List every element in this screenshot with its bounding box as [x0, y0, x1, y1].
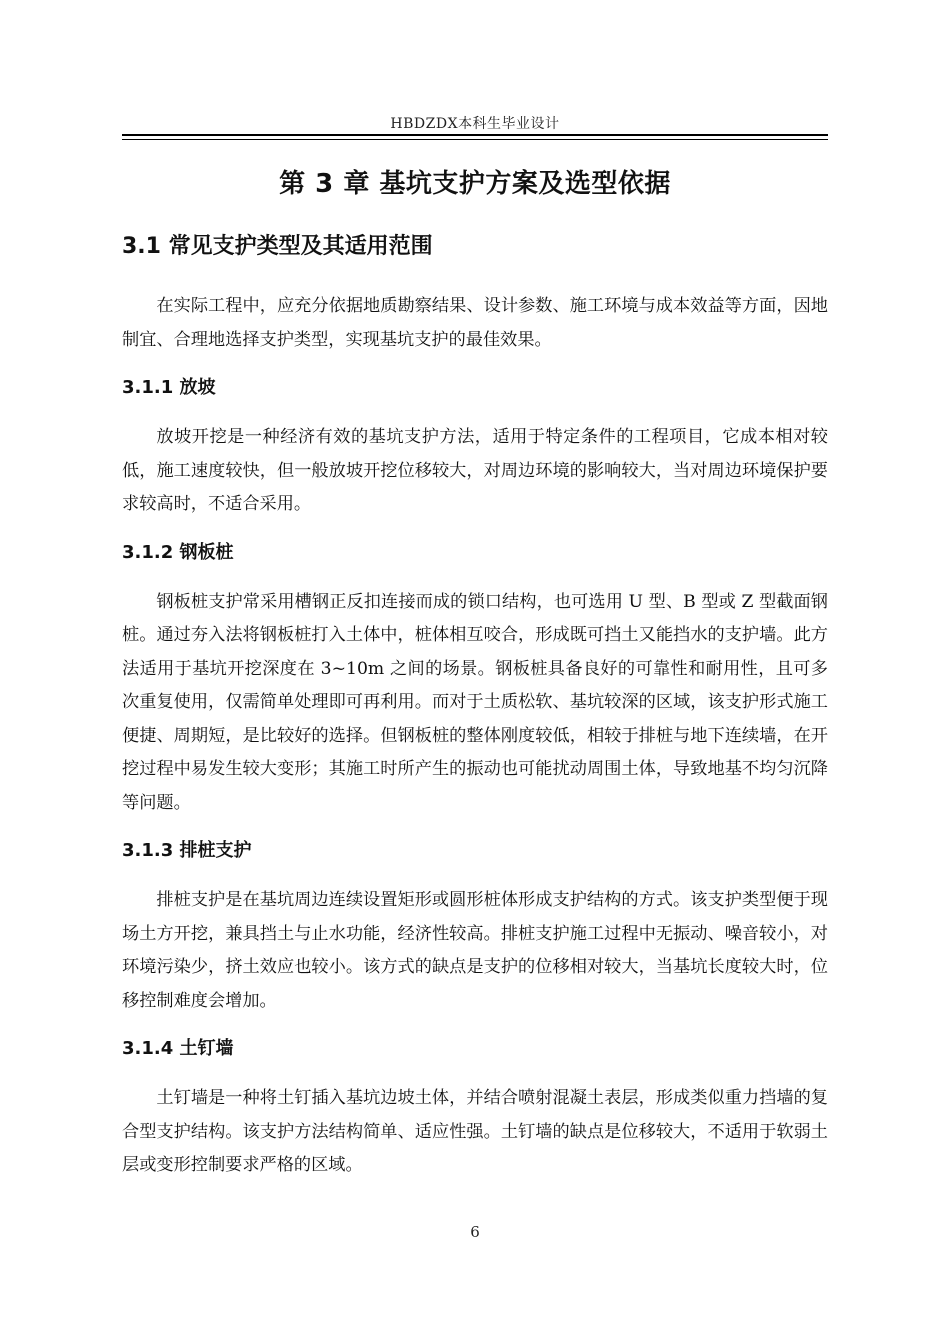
page-number: 6: [470, 1223, 480, 1241]
header-rule: [122, 134, 828, 136]
subsection-paragraph-steel-sheet-pile: 钢板桩支护常采用槽钢正反扣连接而成的锁口结构，也可选用 U 型、B 型或 Z 型截面钢桩。通过夯入法将钢板桩打入土体中，桩体相互咬合，形成既可挡土又能挡水的支护墙。此方法适用于基坑开挖深度在 3~10m 之间的场景。钢板桩具备良好的可靠性和耐用性，且可多次重复使用，仅需简单处理即可再利用。而对于土质松软、基坑较深的区域，该支护形式施工便捷、周期短，是比较好的选择。但钢板桩的整体刚度较低，相较于排桩与地下连续墙，在开挖过程中易发生较大变形；其施工时所产生的振动也可能扰动周围土体，导致地基不均匀沉降等问题。: [122, 591, 828, 813]
subsection-paragraph-row-pile: 排桩支护是在基坑周边连续设置矩形或圆形桩体形成支护结构的方式。该支护类型便于现场土方开挖，兼具挡土与止水功能，经济性较高。排桩支护施工过程中无振动、噪音较小，对环境污染少，挤土效应也较小。该方式的缺点是支护的位移相对较大，当基坑长度较大时，位移控制难度会增加。: [122, 890, 828, 1011]
subsection-title-soil-nail-wall: 3.1.4 土钉墙: [122, 1038, 234, 1059]
subsection-title-steel-sheet-pile: 3.1.2 钢板桩: [122, 541, 234, 563]
subsection-paragraph-soil-nail-wall: 土钉墙是一种将土钉插入基坑边坡土体，并结合喷射混凝土表层，形成类似重力挡墙的复合型支护结构。该支护方法结构简单、适应性强。土钉墙的缺点是位移较大，不适用于软弱土层或变形控制要求严格的区域。: [122, 1088, 828, 1175]
section-intro-paragraph: 在实际工程中，应充分依据地质勘察结果、设计参数、施工环境与成本效益等方面，因地制宜、合理地选择支护类型，实现基坑支护的最佳效果。: [122, 296, 828, 350]
page-body: [122, 158, 828, 1183]
chapter-title: 第 3 章 基坑支护方案及选型依据: [279, 169, 671, 199]
running-header: HBDZDX本科生毕业设计: [390, 116, 560, 132]
subsection-title-row-pile: 3.1.3 排桩支护: [122, 840, 252, 861]
subsection-title-slope: 3.1.1 放坡: [122, 377, 216, 398]
subsection-paragraph-slope: 放坡开挖是一种经济有效的基坑支护方法，适用于特定条件的工程项目，它成本相对较低，施工速度较快，但一般放坡开挖位移较大，对周边环境的影响较大，当对周边环境保护要求较高时，不适合采用。: [122, 427, 828, 514]
section-title: 3.1 常见支护类型及其适用范围: [122, 234, 433, 259]
header-rule-thin: [122, 139, 828, 140]
